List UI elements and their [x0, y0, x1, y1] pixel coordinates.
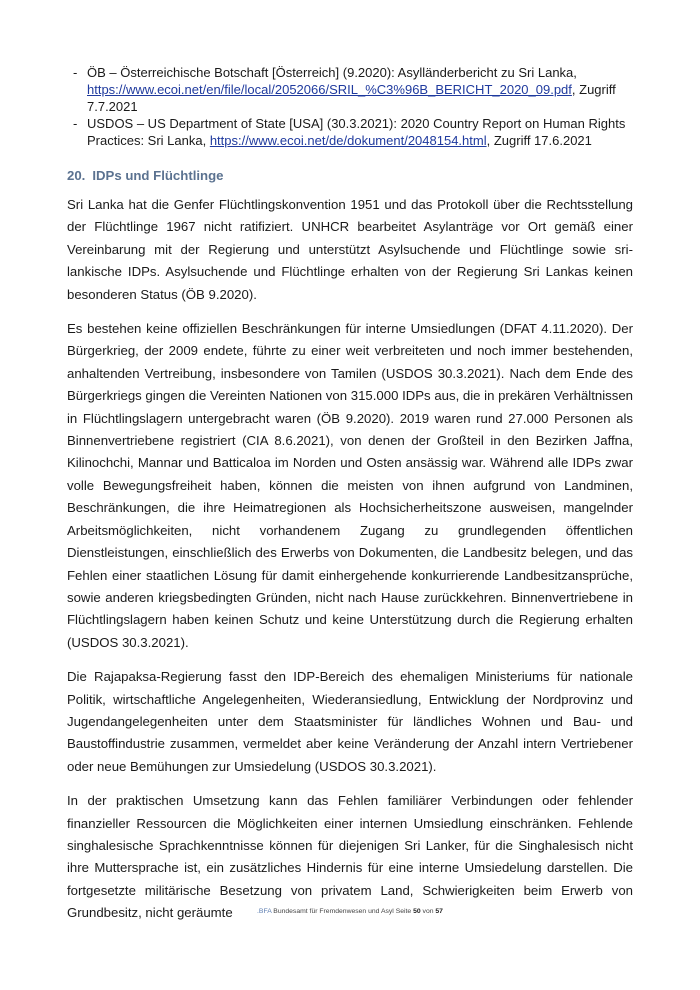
reference-access-date: , Zugriff 7.7.2021: [87, 82, 616, 114]
reference-item: [67, 64, 633, 115]
agency-name: Bundesamt für Fremdenwesen und Asyl: [273, 908, 394, 915]
list-dash: -: [73, 116, 78, 131]
paragraph: Sri Lanka hat die Genfer Flüchtlingskonvention 1951 und das Protokoll über die Rechtsstellung der Flüchtlinge 1967 nicht ratifiziert. UNHCR bearbeitet Asylanträge vor Ort gemäß einer Vereinbarung mit der Regierung und unterstützt Asylsuchende und Flüchtlinge sowie sri-lankische IDPs. Asylsuchende und Flüchtlinge erhalten von der Regierung Sri Lankas keinen besonderen Status (ÖB 9.2020).: [67, 197, 633, 302]
bfa-logo-text: .BFA: [257, 908, 272, 915]
reference-link[interactable]: https://www.ecoi.net/en/file/local/2052066/SRIL_%C3%96B_BERICHT_2020_09.pdf: [87, 82, 572, 97]
reference-item: [67, 115, 633, 149]
paragraph: Es bestehen keine offiziellen Beschränkungen für interne Umsiedlungen (DFAT 4.11.2020). Der Bürgerkrieg, der 2009 endete, führte zu einer weit verbreiteten und noch immer bestehenden, anhaltenden Vertreibung, insbesondere von Tamilen (USDOS 30.3.2021). Nach dem Ende des Bürgerkriegs gingen die Vereinten Nationen von 315.000 IDPs aus, die in prekären Verhältnissen in Flüchtlingslagern untergebracht waren (ÖB 9.2020). 2019 waren rund 27.000 Personen als Binnenvertriebene registriert (CIA 8.6.2021), von denen der Großteil in den Bezirken Jaffna, Kilinochchi, Mannar und Batticaloa im Norden und Osten ansässig war. Während alle IDPs zwar volle Bewegungsfreiheit haben, können die meisten von ihnen aufgrund von Landminen, Beschränkungen, die ihre Heimatregionen als Hochsicherheitszone ausweisen, mangelnder Arbeitsmöglichkeiten, nicht vorhandenem Zugang zu grundlegenden öffentlichen Dienstleistungen, einschließlich des Erwerbs von Dokumenten, die Landbesitz belegen, und das Fehlen einer staatlichen Lösung für damit einhergehende konkurrierende Landbesitzansprüche, sowie anderen kriegsbedingten Gründen, nicht nach Hause zurückkehren. Binnenvertriebene in Flüchtlingslagern haben keinen Schutz und keine Unterstützung durch die Regierung erhalten (USDOS 30.3.2021).: [67, 321, 633, 650]
of-label: von: [422, 908, 434, 915]
page-footer: [0, 908, 700, 915]
page-total: 57: [435, 908, 443, 915]
paragraph: Die Rajapaksa-Regierung fasst den IDP-Bereich des ehemaligen Ministeriums für nationale Politik, wirtschaftliche Angelegenheiten, Wiederansiedlung, Entwicklung der Nordprovinz und Jugendangelegenheiten unter dem Staatsminister für ländliches Wohnen und Bau- und Baustoffindustrie zusammen, vermeldet aber keine Veränderung der Anzahl intern Vertriebener oder neue Bemühungen zur Umsiedelung (USDOS 30.3.2021).: [67, 669, 633, 774]
reference-link[interactable]: https://www.ecoi.net/de/dokument/2048154.html: [209, 133, 487, 148]
reference-access-date: , Zugriff 17.6.2021: [486, 133, 592, 148]
paragraph: In der praktischen Umsetzung kann das Fehlen familiärer Verbindungen oder fehlender finanzieller Ressourcen die Möglichkeiten einer internen Umsiedlung einschränken. Fehlende singhalesische Sprachkenntnisse können für diejenigen Sri Lanker, für die Singhalesisch nicht ihre Muttersprache ist, ein zusätzliches Hindernis für eine interne Umsiedelung darstellen. Die fortgesetzte militärische Besetzung von privatem Land, Schwierigkeiten beim Erwerb von Grundbesitz, nicht geräumte: [67, 793, 633, 921]
reference-list: [67, 64, 633, 149]
reference-text: USDOS – US Department of State [USA] (30.3.2021): 2020 Country Report on Human Rights Practices: Sri Lanka,: [87, 116, 626, 148]
list-dash: -: [73, 65, 78, 80]
document-page: [67, 64, 633, 925]
section-number: 20.: [67, 168, 86, 183]
page-label: Seite: [395, 908, 412, 915]
section-heading: [67, 167, 633, 185]
reference-text: ÖB – Österreichische Botschaft [Österreich] (9.2020): Asylländerbericht zu Sri Lanka,: [87, 65, 577, 80]
page-current: 50: [413, 908, 421, 915]
section-title: IDPs und Flüchtlinge: [92, 168, 224, 183]
